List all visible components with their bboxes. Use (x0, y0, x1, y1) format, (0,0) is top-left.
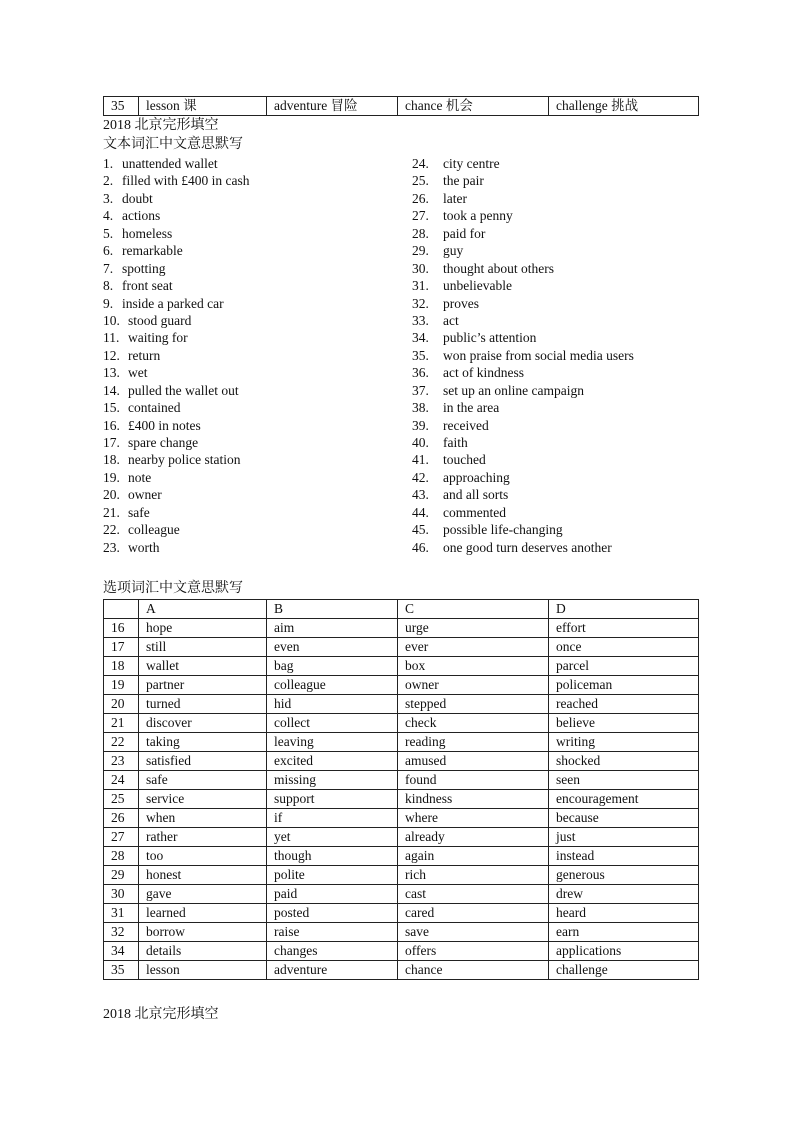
vocab-text: city centre (443, 156, 500, 171)
vocab-text: doubt (122, 190, 153, 206)
vocab-text: inside a parked car (122, 295, 224, 311)
word-cell: check (398, 714, 549, 733)
word-cell: offers (398, 942, 549, 961)
vocab-text: commented (443, 504, 506, 520)
word-cell: A (139, 600, 267, 619)
vocab-number: 15. (103, 400, 120, 416)
word-cell: instead (549, 847, 699, 866)
vocab-text: owner (128, 487, 162, 503)
vocab-text: act of kindness (443, 365, 524, 381)
vocab-item (103, 417, 403, 434)
word-cell: cared (398, 904, 549, 923)
vocab-item (412, 172, 712, 189)
word-cell: challenge (549, 961, 699, 980)
word-cell: raise (267, 923, 398, 942)
vocab-number: 25. (412, 173, 429, 189)
row-number-cell: 34 (104, 942, 139, 961)
table-row (104, 771, 699, 790)
word-cell: seen (549, 771, 699, 790)
table-row (104, 752, 699, 771)
vocab-item (103, 434, 403, 451)
text-vocab-left-column (103, 155, 403, 556)
vocab-item (103, 347, 403, 364)
row-number-cell: 19 (104, 676, 139, 695)
vocab-number: 29. (412, 243, 429, 259)
vocab-item (412, 364, 712, 381)
table-row (104, 847, 699, 866)
vocab-item (103, 260, 403, 277)
vocab-text: nearby police station (128, 452, 241, 468)
word-cell: earn (549, 923, 699, 942)
section-title: 2018 北京完形填空 (103, 118, 219, 133)
word-cell: service (139, 790, 267, 809)
vocab-text: thought about others (443, 260, 554, 276)
table-row (104, 904, 699, 923)
vocab-number: 28. (412, 225, 429, 241)
vocab-number: 24. (412, 156, 429, 171)
word-cell: turned (139, 695, 267, 714)
vocab-number: 21. (103, 504, 120, 520)
vocab-item (412, 399, 712, 416)
word-cell: partner (139, 676, 267, 695)
row-number-cell: 30 (104, 885, 139, 904)
row-number-cell: 35 (104, 961, 139, 980)
vocab-number: 36. (412, 365, 429, 381)
vocab-item (412, 504, 712, 521)
vocab-text: one good turn deserves another (443, 539, 612, 555)
word-cell: though (267, 847, 398, 866)
vocab-number: 31. (412, 278, 429, 294)
vocab-number: 20. (103, 487, 120, 503)
vocab-text: homeless (122, 225, 173, 241)
vocab-item (412, 469, 712, 486)
vocab-number: 16. (103, 417, 120, 433)
vocab-number: 26. (412, 190, 429, 206)
word-cell: challenge 挑战 (549, 97, 699, 116)
table-row (104, 97, 699, 116)
vocab-item (103, 207, 403, 224)
vocab-item (412, 155, 712, 172)
word-cell: applications (549, 942, 699, 961)
word-cell: missing (267, 771, 398, 790)
word-cell: if (267, 809, 398, 828)
word-cell: excited (267, 752, 398, 771)
word-cell: just (549, 828, 699, 847)
word-cell: believe (549, 714, 699, 733)
vocab-item (412, 539, 712, 556)
vocab-number: 11. (103, 330, 120, 346)
vocab-text: front seat (122, 278, 173, 294)
vocab-number: 8. (103, 278, 114, 294)
word-cell: found (398, 771, 549, 790)
word-cell: box (398, 657, 549, 676)
word-cell: where (398, 809, 549, 828)
word-cell: owner (398, 676, 549, 695)
vocab-number: 10. (103, 312, 120, 328)
table-row (104, 961, 699, 980)
table-row (104, 885, 699, 904)
vocab-item (412, 417, 712, 434)
vocab-text: filled with £400 in cash (122, 173, 250, 189)
word-cell: when (139, 809, 267, 828)
vocab-text: set up an online campaign (443, 382, 584, 398)
word-cell: hid (267, 695, 398, 714)
word-cell: posted (267, 904, 398, 923)
word-cell: rather (139, 828, 267, 847)
word-cell: lesson (139, 961, 267, 980)
vocab-item (412, 207, 712, 224)
word-cell: bag (267, 657, 398, 676)
vocab-item (103, 399, 403, 416)
word-cell: because (549, 809, 699, 828)
row-number-cell: 23 (104, 752, 139, 771)
word-cell: adventure 冒险 (267, 97, 398, 116)
word-cell: parcel (549, 657, 699, 676)
word-cell: hope (139, 619, 267, 638)
vocab-text: later (443, 190, 467, 206)
vocab-text: guy (443, 243, 464, 259)
row-number-cell: 35 (104, 97, 139, 116)
row-number-cell: 29 (104, 866, 139, 885)
table-row (104, 638, 699, 657)
word-cell: wallet (139, 657, 267, 676)
vocab-text: remarkable (122, 243, 183, 259)
table-row (104, 619, 699, 638)
row-number-cell: 16 (104, 619, 139, 638)
vocab-number: 18. (103, 452, 120, 468)
vocab-text: unbelievable (443, 278, 512, 294)
vocab-item (412, 242, 712, 259)
word-cell: polite (267, 866, 398, 885)
vocab-number: 41. (412, 452, 429, 468)
word-cell: D (549, 600, 699, 619)
word-cell: adventure (267, 961, 398, 980)
word-cell: satisfied (139, 752, 267, 771)
vocab-text: possible life-changing (443, 522, 563, 538)
vocab-text: touched (443, 452, 486, 468)
vocab-item (103, 190, 403, 207)
vocab-item (103, 155, 403, 172)
vocab-item (412, 260, 712, 277)
word-cell: heard (549, 904, 699, 923)
vocab-number: 35. (412, 347, 429, 363)
row-number-cell: 24 (104, 771, 139, 790)
vocab-number: 7. (103, 260, 114, 276)
vocab-item (412, 190, 712, 207)
table-row (104, 714, 699, 733)
vocab-text: pulled the wallet out (128, 382, 239, 398)
vocab-number: 32. (412, 295, 429, 311)
word-cell: details (139, 942, 267, 961)
row-number-cell: 21 (104, 714, 139, 733)
word-cell: ever (398, 638, 549, 657)
vocab-text: in the area (443, 400, 500, 416)
word-cell: gave (139, 885, 267, 904)
vocab-number: 3. (103, 190, 114, 206)
text-vocab-title: 文本词汇中文意思默写 (103, 137, 243, 152)
word-cell: effort (549, 619, 699, 638)
vocab-item (103, 469, 403, 486)
vocab-number: 43. (412, 487, 429, 503)
word-cell: already (398, 828, 549, 847)
row-number-cell: 27 (104, 828, 139, 847)
vocab-number: 23. (103, 539, 120, 555)
word-cell: save (398, 923, 549, 942)
word-cell: cast (398, 885, 549, 904)
vocab-text: stood guard (128, 312, 192, 328)
table-row (104, 733, 699, 752)
vocab-number: 19. (103, 469, 120, 485)
word-cell: drew (549, 885, 699, 904)
footer-title: 2018 北京完形填空 (103, 1007, 219, 1022)
vocab-number: 14. (103, 382, 120, 398)
table-row (104, 676, 699, 695)
vocab-item (103, 539, 403, 556)
vocab-item (412, 434, 712, 451)
word-cell: amused (398, 752, 549, 771)
row-number-cell: 25 (104, 790, 139, 809)
vocab-item (103, 225, 403, 242)
vocab-text: public’s attention (443, 330, 537, 346)
table-row (104, 923, 699, 942)
vocab-number: 39. (412, 417, 429, 433)
vocab-item (412, 329, 712, 346)
word-cell: lesson 课 (139, 97, 267, 116)
vocab-item (103, 242, 403, 259)
word-cell: even (267, 638, 398, 657)
row-number-cell: 17 (104, 638, 139, 657)
word-cell: generous (549, 866, 699, 885)
word-cell: discover (139, 714, 267, 733)
vocab-number: 5. (103, 225, 114, 241)
vocab-item (103, 172, 403, 189)
word-cell: collect (267, 714, 398, 733)
word-cell: rich (398, 866, 549, 885)
word-cell: urge (398, 619, 549, 638)
vocab-text: act (443, 312, 459, 328)
options-title: 选项词汇中文意思默写 (103, 581, 243, 596)
vocab-item (103, 504, 403, 521)
vocab-number: 9. (103, 295, 114, 311)
row-number-cell: 20 (104, 695, 139, 714)
vocab-item (412, 451, 712, 468)
word-cell: leaving (267, 733, 398, 752)
word-cell: too (139, 847, 267, 866)
word-cell: chance (398, 961, 549, 980)
word-cell: reading (398, 733, 549, 752)
vocab-text: the pair (443, 173, 484, 189)
vocab-text: proves (443, 295, 479, 311)
row-number-cell: 31 (104, 904, 139, 923)
word-cell: changes (267, 942, 398, 961)
word-cell: policeman (549, 676, 699, 695)
word-cell: aim (267, 619, 398, 638)
vocab-text: wet (128, 365, 148, 381)
word-cell: stepped (398, 695, 549, 714)
vocab-text: faith (443, 435, 468, 450)
word-cell: C (398, 600, 549, 619)
row-number-cell: 18 (104, 657, 139, 676)
word-cell: reached (549, 695, 699, 714)
word-cell: learned (139, 904, 267, 923)
vocab-item (412, 347, 712, 364)
word-cell: chance 机会 (398, 97, 549, 116)
vocab-text: safe (128, 504, 150, 520)
word-cell: encouragement (549, 790, 699, 809)
vocab-number: 46. (412, 539, 429, 555)
row-number-cell: 32 (104, 923, 139, 942)
vocab-number: 37. (412, 382, 429, 398)
vocab-item (103, 486, 403, 503)
table-row (104, 828, 699, 847)
vocab-text: received (443, 417, 489, 433)
table-row (104, 657, 699, 676)
word-cell: yet (267, 828, 398, 847)
vocab-item (103, 329, 403, 346)
vocab-text: and all sorts (443, 487, 509, 503)
word-cell: kindness (398, 790, 549, 809)
row-number-cell: 26 (104, 809, 139, 828)
table-row (104, 942, 699, 961)
word-cell: taking (139, 733, 267, 752)
vocab-item (103, 451, 403, 468)
row-number-cell (104, 600, 139, 619)
vocab-item (412, 312, 712, 329)
vocab-number: 1. (103, 156, 114, 171)
row-number-cell: 28 (104, 847, 139, 866)
word-cell: paid (267, 885, 398, 904)
vocab-number: 6. (103, 243, 114, 259)
vocab-number: 27. (412, 208, 429, 224)
vocab-item (103, 295, 403, 312)
vocab-item (103, 312, 403, 329)
vocab-item (103, 364, 403, 381)
table-row (104, 866, 699, 885)
vocab-text: £400 in notes (128, 417, 201, 433)
word-cell: still (139, 638, 267, 657)
vocab-text: note (128, 469, 152, 485)
vocab-text: spotting (122, 260, 166, 276)
vocab-number: 13. (103, 365, 120, 381)
vocab-text: paid for (443, 225, 486, 241)
vocab-number: 44. (412, 504, 429, 520)
vocab-text: took a penny (443, 208, 513, 224)
text-vocab-right-column (412, 155, 712, 556)
word-cell: honest (139, 866, 267, 885)
vocab-text: worth (128, 539, 160, 555)
vocab-number: 38. (412, 400, 429, 416)
vocab-text: approaching (443, 469, 510, 485)
vocab-item (103, 277, 403, 294)
vocab-text: contained (128, 400, 181, 416)
word-cell: again (398, 847, 549, 866)
table-header-row (104, 600, 699, 619)
vocab-item (412, 486, 712, 503)
vocab-number: 42. (412, 469, 429, 485)
word-cell: borrow (139, 923, 267, 942)
table-row (104, 790, 699, 809)
vocab-text: return (128, 347, 161, 363)
word-cell: writing (549, 733, 699, 752)
vocab-text: waiting for (128, 330, 188, 346)
word-cell: B (267, 600, 398, 619)
word-cell: support (267, 790, 398, 809)
word-cell: colleague (267, 676, 398, 695)
vocab-number: 12. (103, 347, 120, 363)
vocab-number: 33. (412, 312, 429, 328)
word-cell: safe (139, 771, 267, 790)
vocab-item (412, 225, 712, 242)
word-cell: once (549, 638, 699, 657)
vocab-number: 30. (412, 260, 429, 276)
vocab-text: colleague (128, 522, 180, 538)
options-vocab-table (103, 599, 699, 980)
vocab-number: 2. (103, 173, 114, 189)
top-vocab-table (103, 96, 699, 116)
row-number-cell: 22 (104, 733, 139, 752)
vocab-item (103, 382, 403, 399)
vocab-number: 4. (103, 208, 114, 224)
word-cell: shocked (549, 752, 699, 771)
vocab-number: 45. (412, 522, 429, 538)
vocab-item (103, 521, 403, 538)
vocab-item (412, 277, 712, 294)
vocab-number: 22. (103, 522, 120, 538)
table-row (104, 695, 699, 714)
table-row (104, 809, 699, 828)
vocab-text: spare change (128, 435, 199, 450)
vocab-item (412, 295, 712, 312)
vocab-text: actions (122, 208, 161, 224)
vocab-item (412, 382, 712, 399)
vocab-number: 34. (412, 330, 429, 346)
vocab-text: unattended wallet (122, 156, 218, 171)
vocab-text: won praise from social media users (443, 347, 634, 363)
vocab-number: 17. (103, 435, 120, 450)
vocab-item (412, 521, 712, 538)
vocab-number: 40. (412, 435, 429, 450)
